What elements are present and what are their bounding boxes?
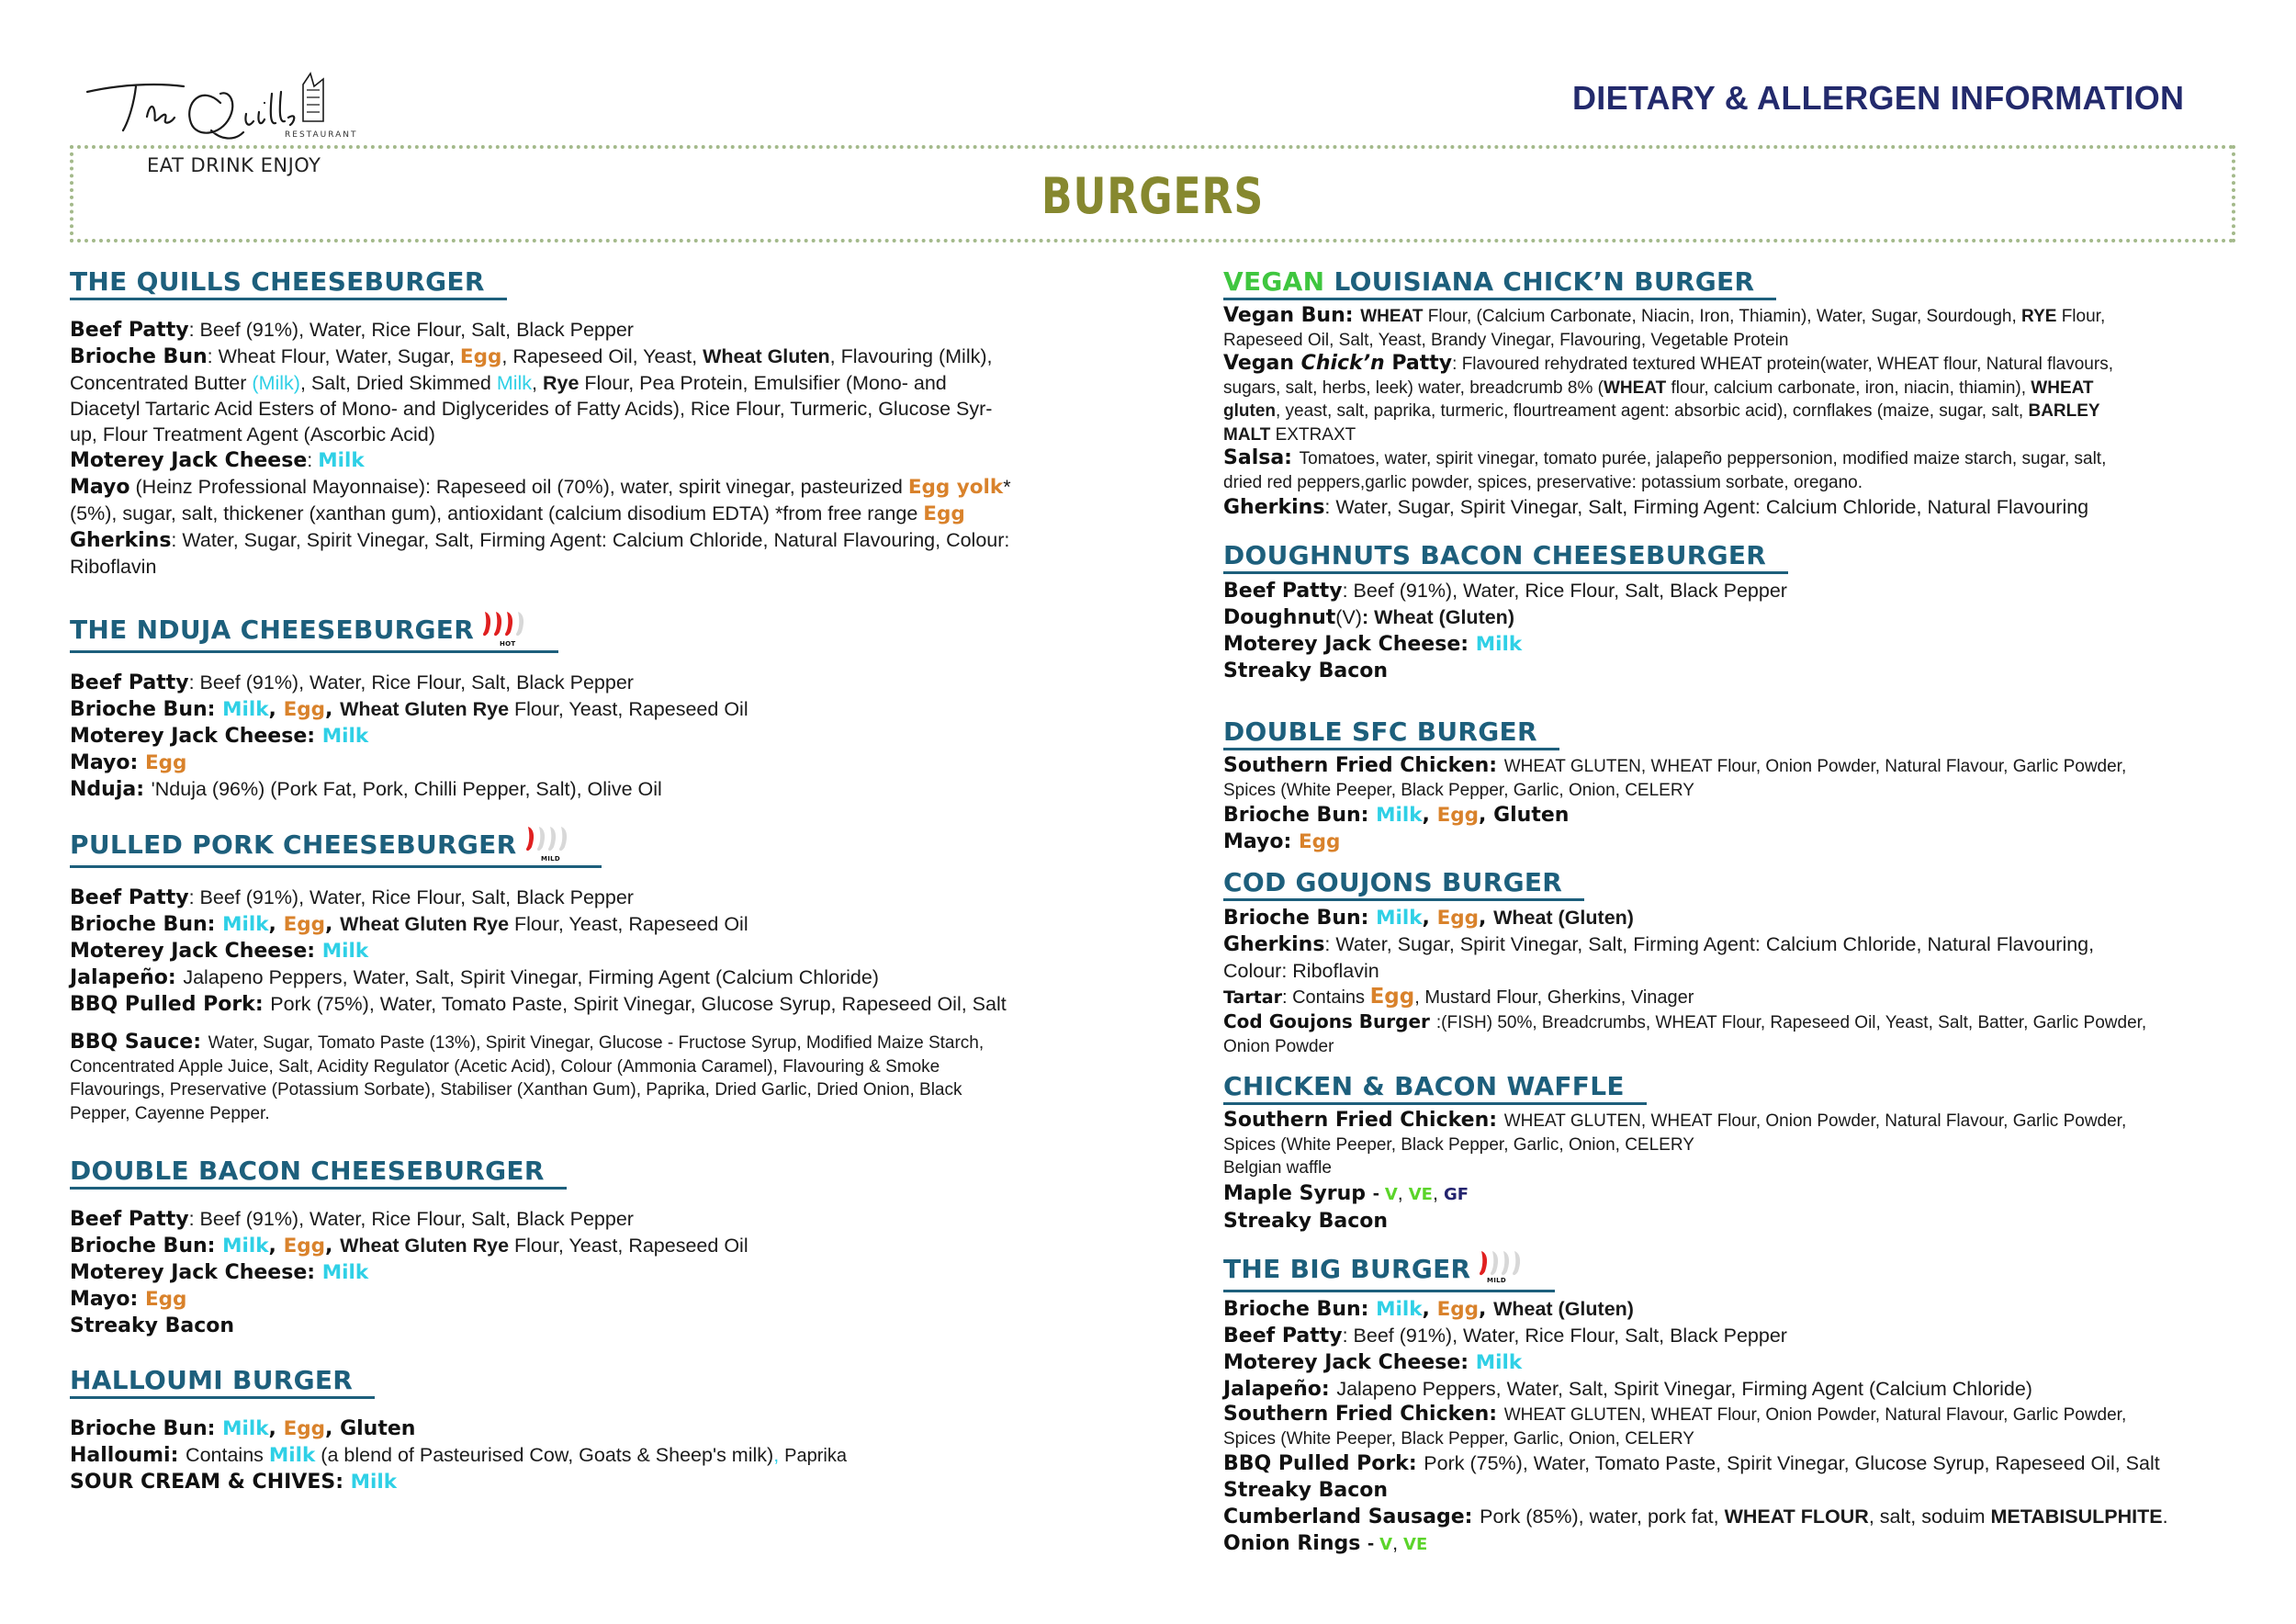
ingredient-label: Beef Patty xyxy=(70,886,189,909)
ingredient-text: Concentrated Butter xyxy=(70,372,253,394)
ingredient-line: up, Flour Treatment Agent (Ascorbic Acid) xyxy=(70,423,435,445)
banner-title: BURGERS xyxy=(1041,167,1265,225)
ingredient-label: Moterey Jack Cheese: xyxy=(70,725,322,748)
vegan-label: VEGAN xyxy=(1223,266,1325,297)
ingredient-label: Jalapeño: xyxy=(1223,1378,1337,1401)
ingredient-label: Salsa: xyxy=(1223,446,1300,469)
section-title: DOUBLE SFC BURGER xyxy=(1223,716,1559,750)
ingredient-text: : Beef (91%), Water, Rice Flour, Salt, Black Pepper xyxy=(188,1208,634,1230)
ingredient-text: : Beef (91%), Water, Rice Flour, Salt, Black Pepper xyxy=(188,671,634,694)
vegetarian-mark: (V) xyxy=(1335,606,1362,628)
allergen-milk: Milk xyxy=(321,1261,369,1284)
allergen-egg: Egg yolk xyxy=(907,476,1004,499)
ingredient-text: : Water, Sugar, Spirit Vinegar, Salt, Firming Agent: Calcium Chloride, Natural Flavouring xyxy=(1324,496,2089,518)
ingredient-label: Brioche Bun: xyxy=(1223,1298,1377,1321)
allergen-egg: Egg xyxy=(283,1417,326,1440)
separator: , xyxy=(1422,1298,1437,1321)
separator: - xyxy=(1367,1532,1380,1554)
ingredient-label: Brioche Bun: xyxy=(70,1417,223,1440)
allergen-gluten: Wheat (Gluten) xyxy=(1493,1298,1634,1320)
ingredient-line xyxy=(70,776,1126,803)
mild-label: MILD xyxy=(540,855,560,862)
ingredient-text: Pork (75%), Water, Tomato Paste, Spirit Vinegar, Glucose Syrup, Rapeseed Oil, Salt xyxy=(270,993,1007,1015)
ingredient-text: , Flavouring (Milk), xyxy=(829,345,993,367)
ingredient-text: , Rapeseed Oil, Yeast, xyxy=(501,345,703,367)
ingredient-line xyxy=(1223,1109,2252,1133)
ingredient-line xyxy=(1223,400,2252,423)
ingredient-line: Pepper, Cayenne Pepper. xyxy=(70,1103,270,1123)
allergen-milk: Milk xyxy=(1376,1298,1423,1321)
ingredient-list xyxy=(1223,905,2252,1058)
ingredient-label: Nduja: xyxy=(70,778,152,801)
ingredient-line xyxy=(1223,1323,2252,1349)
ingredient-text: WHEAT GLUTEN, WHEAT Flour, Onion Powder, Natural Flavour, Garlic Powder, xyxy=(1503,1405,2127,1425)
section-title: DOUGHNUTS BACON CHEESEBURGER xyxy=(1223,540,1788,574)
ingredient-line xyxy=(70,991,1126,1018)
ingredient-list xyxy=(1223,578,2252,684)
ingredient-label: Streaky Bacon xyxy=(1223,1209,1389,1233)
ingredient-label: Moterey Jack Cheese: xyxy=(1223,1351,1476,1374)
ingredient-label: Beef Patty xyxy=(70,1208,189,1231)
ingredient-line: dried red peppers,garlic powder, spices, preservative: potassium sorbate, oregano. xyxy=(1223,472,1863,492)
ingredient-line xyxy=(70,447,1126,474)
ingredient-label: Southern Fried Chicken: xyxy=(1223,1109,1504,1132)
ingredient-text: : Beef (91%), Water, Rice Flour, Salt, Black Pepper xyxy=(188,886,634,908)
ingredient-list xyxy=(70,885,1126,1125)
ingredient-text: , salt, soduim xyxy=(1868,1506,1991,1528)
section-double-bacon-cheeseburger xyxy=(70,1156,1126,1339)
ingredient-label: Maple Syrup xyxy=(1223,1181,1373,1205)
section-cod-goujons-burger xyxy=(1223,867,2252,1058)
chili-hot-icon xyxy=(478,608,536,647)
ingredient-text: : Beef (91%), Water, Rice Flour, Salt, Black Pepper xyxy=(188,319,634,341)
ingredient-label: Onion Rings xyxy=(1223,1532,1367,1555)
ingredient-label: Mayo: xyxy=(70,1288,145,1311)
section-double-sfc-burger xyxy=(1223,716,2252,855)
allergen-egg: Egg xyxy=(144,751,187,774)
chili-mild-icon xyxy=(521,823,580,862)
allergen-wheat: WHEAT xyxy=(2031,378,2094,398)
allergen-gluten: Wheat Gluten Rye xyxy=(340,698,510,720)
ingredient-text: Flour, Pea Protein, Emulsifier (Mono- and xyxy=(579,372,947,394)
allergen-milk: Milk xyxy=(268,1444,316,1467)
allergen-milk: Milk xyxy=(222,698,269,721)
ingredient-line xyxy=(1223,1530,2252,1558)
vegan-badge: VE xyxy=(1408,1184,1433,1204)
vegan-badge: VE xyxy=(1403,1535,1428,1554)
ingredient-line xyxy=(70,696,1126,723)
ingredient-text: WHEAT GLUTEN, WHEAT Flour, Onion Powder, Natural Flavour, Garlic Powder, xyxy=(1503,757,2127,776)
allergen-malt: MALT xyxy=(1223,424,1271,445)
allergen-wheat: WHEAT xyxy=(1360,307,1424,326)
ingredient-line xyxy=(70,1469,1126,1495)
allergen-egg: Egg xyxy=(923,502,965,525)
ingredient-line xyxy=(1223,1504,2252,1530)
ingredient-text: (Heinz Professional Mayonnaise): Rapeseed oil (70%), water, spirit vinegar, pasteurized xyxy=(129,476,908,498)
logo-tagline: EAT DRINK ENJOY xyxy=(147,154,321,176)
ingredient-line xyxy=(1223,304,2252,329)
ingredient-text: , Mustard Flour, Gherkins, Vinager xyxy=(1414,987,1694,1008)
ingredient-label: Gherkins xyxy=(70,529,172,552)
ingredient-text: WHEAT GLUTEN, WHEAT Flour, Onion Powder, Natural Flavour, Garlic Powder, xyxy=(1503,1111,2127,1131)
ingredient-label: Mayo: xyxy=(1223,830,1299,853)
ingredient-line xyxy=(70,938,1126,964)
section-title: HALLOUMI BURGER xyxy=(70,1365,375,1399)
allergen-milk: Milk xyxy=(222,913,269,936)
ingredient-label: BBQ Pulled Pork: xyxy=(70,993,271,1016)
ingredient-list xyxy=(1223,754,2252,855)
ingredient-text: : Beef (91%), Water, Rice Flour, Salt, Black Pepper xyxy=(1342,1325,1787,1347)
ingredient-list xyxy=(70,1206,1126,1339)
allergen-egg: Egg xyxy=(459,345,502,368)
ingredient-line: Spices (White Peeper, Black Pepper, Garlic, Onion, CELERY xyxy=(1223,780,1694,800)
ingredient-label: Tartar xyxy=(1223,987,1282,1008)
section-title: CHICKEN & BACON WAFFLE xyxy=(1223,1071,1647,1105)
ingredient-label: Gherkins xyxy=(1223,933,1325,956)
gluten-free-badge: GF xyxy=(1443,1184,1469,1204)
separator: , xyxy=(1479,907,1494,930)
ingredient-text: : Wheat Flour, Water, Sugar, xyxy=(207,345,460,367)
section-halloumi-burger xyxy=(70,1365,1126,1495)
ingredient-label: Vegan Bun: xyxy=(1223,304,1361,327)
allergen-milk: Milk xyxy=(222,1235,269,1257)
section-title-text: PULLED PORK CHEESEBURGER xyxy=(70,829,517,860)
vegetarian-badge: V xyxy=(1384,1184,1398,1204)
ingredient-label: Mayo: xyxy=(70,751,145,774)
allergen-milk: (Milk) xyxy=(252,372,300,394)
separator: , xyxy=(1397,1181,1409,1204)
ingredient-text: Pork (85%), water, pork fat, xyxy=(1480,1506,1725,1528)
ingredient-text: (5%), sugar, salt, thickener (xanthan gum), antioxidant (calcium disodium EDTA) *from free range xyxy=(70,502,924,524)
ingredient-line xyxy=(1223,1010,2252,1035)
section-title xyxy=(1223,1251,1555,1292)
ingredient-list xyxy=(70,1415,1126,1495)
ingredient-line xyxy=(1223,905,2252,931)
section-vegan-louisiana-burger xyxy=(1223,266,2252,521)
ingredient-label: Doughnut xyxy=(1223,606,1336,629)
ingredient-line xyxy=(1223,1296,2252,1323)
ingredient-line xyxy=(70,1031,1126,1055)
ingredient-line xyxy=(1223,754,2252,779)
allergen-egg: Egg xyxy=(283,698,326,721)
section-title-text: LOUISIANA CHICK’N BURGER xyxy=(1324,266,1755,297)
ingredient-text: sugars, salt, herbs, leek) water, breadcrumb 8% ( xyxy=(1223,378,1604,398)
ingredient-line xyxy=(70,1286,1126,1313)
ingredient-line: Riboflavin xyxy=(70,556,157,578)
ingredient-line xyxy=(70,1233,1126,1259)
ingredient-line xyxy=(1223,1403,2252,1427)
ingredient-line xyxy=(70,750,1126,776)
ingredient-label: Brioche Bun xyxy=(70,345,208,368)
ingredient-text: : xyxy=(307,449,319,471)
ingredient-text: : Flavoured rehydrated textured WHEAT protein(water, WHEAT flour, Natural flavours, xyxy=(1452,355,2113,374)
allergen-gluten: Wheat Gluten Rye xyxy=(340,1235,510,1257)
ingredient-line xyxy=(1223,931,2252,958)
ingredient-text: Tomatoes, water, spirit vinegar, tomato purée, jalapeño peppersonion, modified maize starch, sugar, salt, xyxy=(1299,449,2107,468)
ingredient-line xyxy=(1223,1349,2252,1376)
ingredient-label: Streaky Bacon xyxy=(1223,660,1389,682)
ingredient-line: Concentrated Apple Juice, Salt, Acidity Regulator (Acetic Acid), Colour (Ammonia Caramel), Flavouring & Smoke xyxy=(70,1056,940,1077)
ingredient-line xyxy=(1223,1477,2252,1504)
ingredient-line: Diacetyl Tartaric Acid Esters of Mono- and Diglycerides of Fatty Acids), Rice Flour, Turmeric, Glucose Syr- xyxy=(70,398,993,420)
ingredient-line xyxy=(1223,1180,2252,1208)
separator: , xyxy=(268,1235,284,1257)
document-title: DIETARY & ALLERGEN INFORMATION xyxy=(1572,79,2185,117)
allergen-egg: Egg xyxy=(144,1288,187,1311)
separator: , xyxy=(268,1417,284,1440)
ingredient-text: Jalapeno Peppers, Water, Salt, Spirit Vinegar, Firming Agent (Calcium Chloride) xyxy=(1336,1378,2032,1400)
allergen-rye: RYE xyxy=(2021,307,2057,326)
ingredient-label: Chick’n xyxy=(1300,352,1385,375)
ingredient-line: Spices (White Peeper, Black Pepper, Garlic, Onion, CELERY xyxy=(1223,1134,1694,1155)
ingredient-text: Jalapeno Peppers, Water, Salt, Spirit Vinegar, Firming Agent (Calcium Chloride) xyxy=(183,966,879,988)
allergen-egg: Egg xyxy=(1298,830,1341,853)
ingredient-line xyxy=(1223,604,2252,631)
ingredient-list xyxy=(70,317,1126,580)
separator: , xyxy=(1479,1298,1494,1321)
allergen-milk: Milk xyxy=(321,940,369,963)
section-pulled-pork-cheeseburger xyxy=(70,827,1126,1125)
section-title: THE QUILLS CHEESEBURGER xyxy=(70,266,507,300)
ingredient-line xyxy=(70,344,1126,370)
ingredient-label: BBQ Sauce: xyxy=(70,1031,208,1054)
ingredient-line xyxy=(1223,1376,2252,1403)
ingredient-text: Flour, (Calcium Carbonate, Niacin, Iron, Thiamin), Water, Sugar, Sourdough, xyxy=(1423,307,2022,326)
vegetarian-badge: V xyxy=(1379,1535,1393,1554)
separator: , xyxy=(325,913,341,936)
ingredient-text: : Water, Sugar, Spirit Vinegar, Salt, Firming Agent: Calcium Chloride, Natural Flavouring, Colour: xyxy=(171,529,1010,551)
ingredient-line xyxy=(1223,1208,2252,1235)
allergen-milk: Milk xyxy=(1475,633,1523,656)
ingredient-label: Beef Patty xyxy=(1223,1325,1343,1348)
section-title-text: THE BIG BURGER xyxy=(1223,1254,1471,1284)
separator: , xyxy=(1392,1532,1404,1554)
ingredient-line xyxy=(1223,1450,2252,1477)
ingredient-label: Brioche Bun: xyxy=(70,698,223,721)
ingredient-line xyxy=(70,964,1126,991)
ingredient-text: , Salt, Dried Skimmed xyxy=(299,372,497,394)
ingredient-line xyxy=(70,1442,1126,1469)
allergen-gluten: Gluten xyxy=(1493,804,1570,827)
ingredient-list xyxy=(1223,1296,2252,1558)
ingredient-list xyxy=(70,670,1126,803)
ingredient-line xyxy=(1223,494,2252,521)
ingredient-line xyxy=(1223,578,2252,604)
allergen-egg: Egg xyxy=(1436,804,1480,827)
section-title xyxy=(1223,266,1776,300)
allergen-egg: Egg xyxy=(283,913,326,936)
ingredient-line xyxy=(70,670,1126,696)
ingredient-label: Moterey Jack Cheese xyxy=(70,449,308,472)
allergen-milk: Milk xyxy=(222,1417,269,1440)
hot-label: HOT xyxy=(500,640,516,647)
allergen-milk: Milk xyxy=(1376,907,1423,930)
section-big-burger xyxy=(1223,1251,2252,1558)
ingredient-text: (a blend of Pasteurised Cow, Goats & Sheep's milk) xyxy=(315,1444,774,1466)
section-quills-cheeseburger xyxy=(70,266,1126,580)
ingredient-label: Streaky Bacon xyxy=(1223,1479,1389,1502)
allergen-gluten: Wheat (Gluten) xyxy=(1493,907,1634,929)
allergen-gluten: Wheat Gluten Rye xyxy=(340,913,510,935)
ingredient-text: flour, calcium carbonate, iron, niacin, thiamin), xyxy=(1666,378,2032,398)
ingredient-line xyxy=(1223,423,2252,447)
ingredient-text: * xyxy=(1003,476,1011,498)
ingredient-line xyxy=(70,474,1126,501)
section-banner xyxy=(70,145,2235,242)
ingredient-line xyxy=(70,885,1126,911)
allergen-sulphite: METABISULPHITE xyxy=(1990,1506,2163,1528)
ingredient-label: Moterey Jack Cheese: xyxy=(1223,633,1476,656)
allergen-milk: Milk xyxy=(321,725,369,748)
ingredient-line xyxy=(1223,984,2252,1010)
ingredient-line xyxy=(70,527,1126,554)
ingredient-label: Brioche Bun: xyxy=(70,1235,223,1257)
ingredient-text: : Water, Sugar, Spirit Vinegar, Salt, Firming Agent: Calcium Chloride, Natural Flavouring, xyxy=(1324,933,2095,955)
section-chicken-bacon-waffle xyxy=(1223,1071,2252,1235)
ingredient-text: Flour, xyxy=(2056,307,2106,326)
allergen-gluten: Gluten xyxy=(340,1417,416,1440)
ingredient-line xyxy=(70,370,1126,396)
allergen-rye: Rye xyxy=(543,372,580,394)
section-title-text: THE NDUJA CHEESEBURGER xyxy=(70,615,475,645)
separator: , xyxy=(1432,1181,1444,1204)
ingredient-text: Pork (75%), Water, Tomato Paste, Spirit Vinegar, Glucose Syrup, Rapeseed Oil, Salt xyxy=(1424,1452,2160,1474)
ingredient-text: , xyxy=(532,372,543,394)
ingredient-label: Gherkins xyxy=(1223,496,1325,519)
allergen-wheat: WHEAT FLOUR xyxy=(1724,1506,1869,1528)
ingredient-text: : Beef (91%), Water, Rice Flour, Salt, Black Pepper xyxy=(1342,580,1787,602)
ingredient-line xyxy=(70,723,1126,750)
ingredient-label: Cumberland Sausage: xyxy=(1223,1506,1480,1528)
allergen-milk: Milk xyxy=(318,449,365,472)
ingredient-label: Cod Goujons Burger xyxy=(1223,1010,1436,1032)
ingredient-label: SOUR CREAM & CHIVES: xyxy=(70,1471,351,1494)
separator: , xyxy=(268,913,284,936)
allergen-milk: Milk xyxy=(350,1471,398,1494)
ingredient-line xyxy=(70,1415,1126,1442)
ingredient-label: Beef Patty xyxy=(1223,580,1343,603)
ingredient-line: Onion Powder xyxy=(1223,1036,1334,1056)
ingredient-line: Rapeseed Oil, Salt, Yeast, Brandy Vinegar, Flavouring, Vegetable Protein xyxy=(1223,330,1789,350)
ingredient-label: BBQ Pulled Pork: xyxy=(1223,1452,1424,1475)
spacer xyxy=(70,1018,1126,1031)
separator: - xyxy=(1372,1181,1385,1204)
ingredient-line xyxy=(70,911,1126,938)
allergen-gluten: gluten xyxy=(1223,401,1276,421)
ingredient-text: Paprika xyxy=(784,1446,847,1466)
ingredient-text: Flour, Yeast, Rapeseed Oil xyxy=(509,698,748,720)
ingredient-text: Flour, Yeast, Rapeseed Oil xyxy=(509,1235,748,1257)
ingredient-label: Streaky Bacon xyxy=(70,1314,235,1337)
allergen-gluten: Wheat Gluten xyxy=(703,345,830,367)
ingredient-label: Mayo xyxy=(70,476,130,499)
ingredient-line xyxy=(70,317,1126,344)
ingredient-line xyxy=(70,1313,1126,1339)
allergen-milk: Milk xyxy=(496,372,533,394)
ingredient-label: Southern Fried Chicken: xyxy=(1223,754,1504,777)
section-title xyxy=(70,612,558,653)
allergen-egg: Egg xyxy=(1369,985,1415,1009)
ingredient-label: Halloumi: xyxy=(70,1444,186,1467)
section-nduja-cheeseburger xyxy=(70,612,1126,803)
allergen-egg: Egg xyxy=(283,1235,326,1257)
ingredient-text: Flour, Yeast, Rapeseed Oil xyxy=(509,913,748,935)
allergen-barley: BARLEY xyxy=(2028,401,2100,421)
ingredient-line: Flavourings, Preservative (Potassium Sorbate), Stabiliser (Xanthan Gum), Paprika, Dried Garlic, Dried Onion, Black xyxy=(70,1080,962,1100)
ingredient-text: : Contains xyxy=(1281,987,1370,1008)
allergen-egg: Egg xyxy=(1436,1298,1480,1321)
separator: , xyxy=(773,1444,785,1466)
ingredient-label: Moterey Jack Cheese: xyxy=(70,1261,322,1284)
ingredient-label: Brioche Bun: xyxy=(1223,804,1377,827)
ingredient-list xyxy=(1223,304,2252,521)
ingredient-line: Belgian waffle xyxy=(1223,1158,1332,1178)
separator: , xyxy=(325,1417,341,1440)
separator: , xyxy=(1479,804,1494,827)
allergen-wheat: WHEAT xyxy=(1603,378,1667,398)
ingredient-line xyxy=(1223,631,2252,658)
ingredient-line xyxy=(70,1206,1126,1233)
ingredient-text: :(FISH) 50%, Breadcrumbs, WHEAT Flour, Rapeseed Oil, Yeast, Salt, Batter, Garlic Powder, xyxy=(1435,1013,2147,1032)
allergen-egg: Egg xyxy=(1436,907,1480,930)
ingredient-line xyxy=(1223,658,2252,684)
ingredient-label: Moterey Jack Cheese: xyxy=(70,940,322,963)
ingredient-text: . xyxy=(2162,1506,2168,1528)
ingredient-label: Brioche Bun: xyxy=(70,913,223,936)
ingredient-text: : Wheat (Gluten) xyxy=(1361,606,1514,628)
ingredient-label: Beef Patty xyxy=(70,671,189,694)
ingredient-label: Jalapeño: xyxy=(70,966,184,989)
separator: , xyxy=(325,698,341,721)
ingredient-line xyxy=(1223,802,2252,829)
ingredient-label: Patty xyxy=(1384,352,1453,375)
ingredient-line xyxy=(1223,352,2252,377)
mild-label: MILD xyxy=(1487,1277,1507,1284)
allergen-milk: Milk xyxy=(1475,1351,1523,1374)
ingredient-line: Colour: Riboflavin xyxy=(1223,960,1379,982)
ingredient-line xyxy=(1223,377,2252,400)
ingredient-text: 'Nduja (96%) (Pork Fat, Pork, Chilli Pepper, Salt), Olive Oil xyxy=(151,778,662,800)
ingredient-line xyxy=(1223,446,2252,471)
section-doughnuts-bacon-cheeseburger xyxy=(1223,540,2252,684)
ingredient-label: Beef Patty xyxy=(70,319,189,342)
section-title: COD GOUJONS BURGER xyxy=(1223,867,1584,901)
ingredient-text: , yeast, salt, paprika, turmeric, flourtreament agent: absorbic acid), cornflakes (maize, sugar, salt, xyxy=(1276,401,2029,421)
section-title xyxy=(70,827,602,868)
separator: , xyxy=(1422,907,1437,930)
allergen-milk: Milk xyxy=(1376,804,1423,827)
ingredient-line xyxy=(1223,829,2252,855)
chili-mild-icon xyxy=(1474,1247,1533,1286)
separator: , xyxy=(325,1235,341,1257)
ingredient-line xyxy=(70,1259,1126,1286)
ingredient-text: EXTRAXT xyxy=(1270,424,1356,445)
ingredient-label: Vegan xyxy=(1223,352,1301,375)
ingredient-text: Water, Sugar, Tomato Paste (13%), Spirit Vinegar, Glucose - Fructose Syrup, Modified Maize Starch, xyxy=(208,1033,985,1053)
separator: , xyxy=(1422,804,1437,827)
ingredient-line: Spices (White Peeper, Black Pepper, Garlic, Onion, CELERY xyxy=(1223,1428,1694,1449)
ingredient-line xyxy=(70,501,1126,527)
logo-restaurant-text: RESTAURANT xyxy=(285,130,358,140)
separator: , xyxy=(268,698,284,721)
ingredient-text: Contains xyxy=(186,1444,269,1466)
section-title: DOUBLE BACON CHEESEBURGER xyxy=(70,1156,567,1190)
ingredient-label: Southern Fried Chicken: xyxy=(1223,1403,1504,1426)
ingredient-label: Brioche Bun: xyxy=(1223,907,1377,930)
ingredient-list xyxy=(1223,1109,2252,1235)
